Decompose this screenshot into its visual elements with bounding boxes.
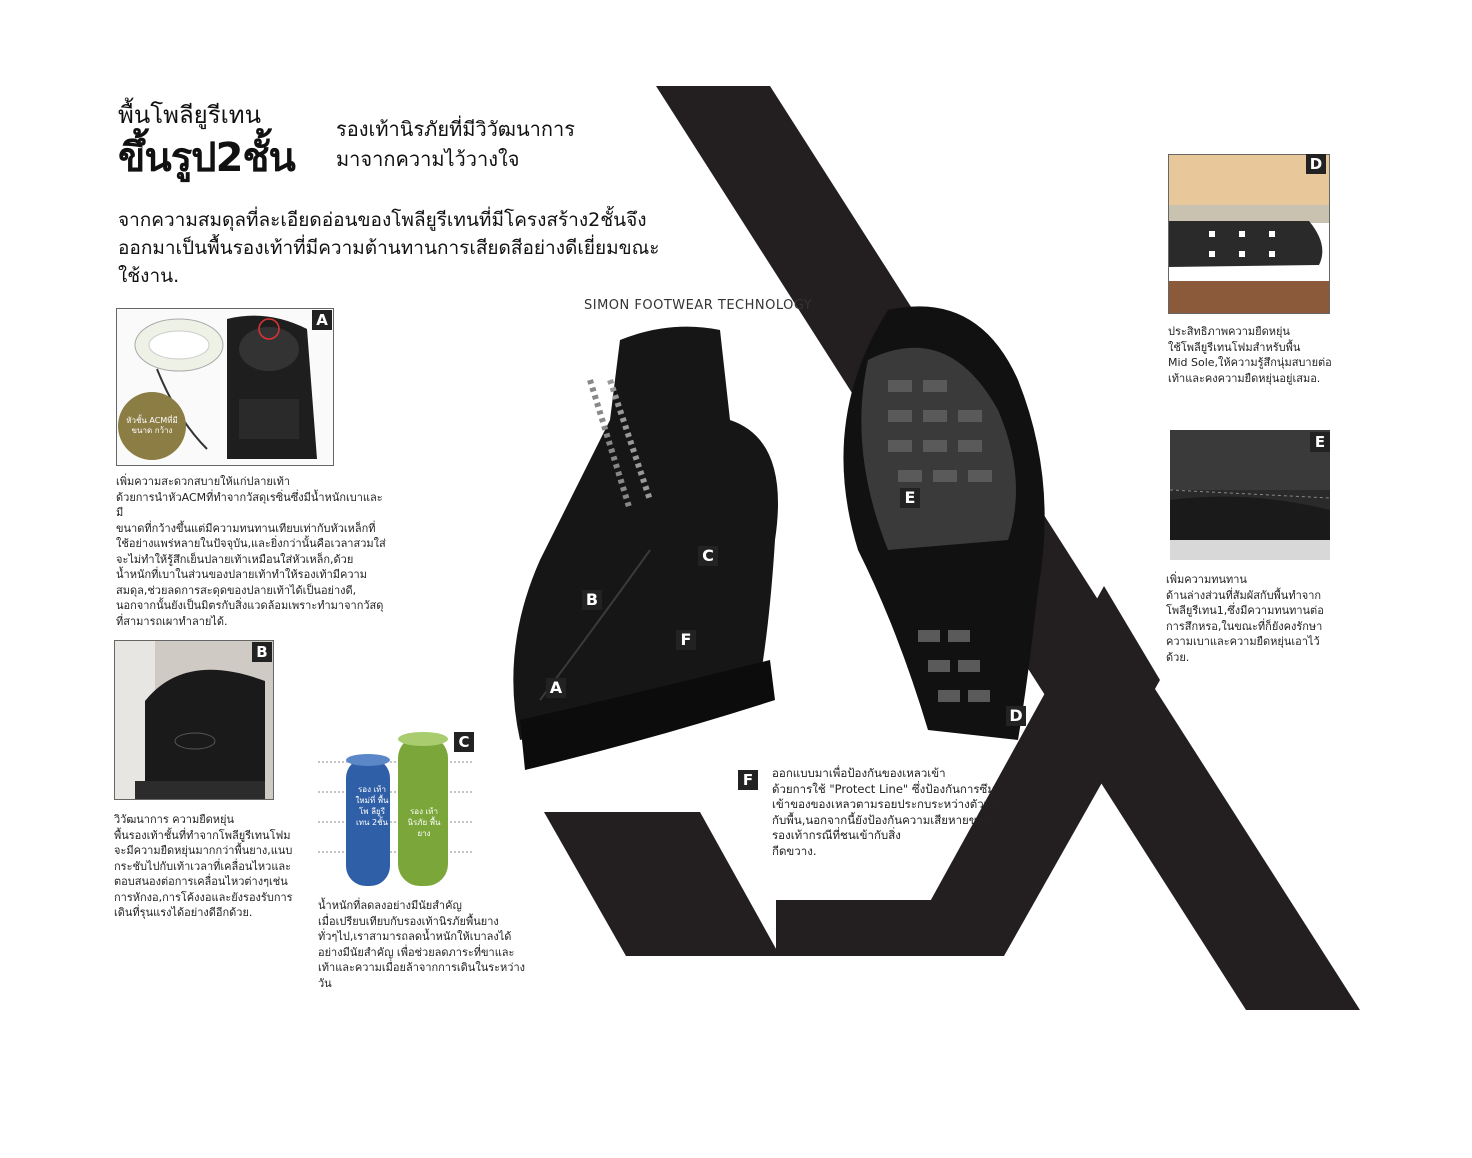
panel-e-caption-line: ความเบาและความยืดหยุ่นเอาไว้ xyxy=(1166,635,1320,648)
panel-d-caption-line: ประสิทธิภาพความยืดหยุ่น xyxy=(1168,325,1290,338)
panel-d-image xyxy=(1168,154,1330,314)
panel-c-caption-line: เมื่อเปรียบเทียบกับรองเท้านิรภัยพื้นยาง xyxy=(318,914,499,928)
panel-f-caption-line: กีดขวาง. xyxy=(772,843,817,858)
panel-b-caption-line: พื้นรองเท้าชั้นที่ทำจากโพลียูรีเทนโฟม xyxy=(114,828,291,842)
panel-e-caption xyxy=(1166,572,1346,665)
panel-b-caption-line: กระชับไปกับเท้าเวลาที่เคลื่อนไหวและ xyxy=(114,859,292,873)
boot-marker-d: D xyxy=(1006,706,1026,726)
panel-e-caption-line: ด้วย. xyxy=(1166,650,1190,664)
panel-a-letter: A xyxy=(312,310,332,330)
boot-marker-e: E xyxy=(900,488,920,508)
panel-a-badge-text: หัวชั้น ACMที่มี ขนาด กว้าง xyxy=(126,416,178,435)
panel-c-caption-line: ทั่วๆไป,เราสามารถลดน้ำหนักให้เบาลงได้ xyxy=(318,930,512,943)
panel-d-letter: D xyxy=(1306,154,1326,174)
weight-comparison-graphic xyxy=(318,730,474,888)
boot-flex-photo xyxy=(115,641,273,799)
panel-f-caption-line: กับพื้น,นอกจากนี้ยังป้องกันความเสียหายของ xyxy=(772,812,990,827)
panel-a-caption-line: น้ำหนักที่เบาในส่วนของปลายเท้าทำให้รองเท้ามีความ xyxy=(116,568,367,581)
panel-a-caption-line: ขนาดที่กว้างขึ้นแต่มีความทนทานเทียบเท่ากับหัวเหล็กที่ xyxy=(116,521,376,535)
intro-line3: ใช้งาน. xyxy=(118,265,180,287)
panel-a-caption-line: สมดุล,ช่วยลดการสะดุดของปลายเท้าได้เป็นอย่างดี, xyxy=(116,583,357,597)
panel-b-image xyxy=(114,640,274,800)
panel-b-letter: B xyxy=(252,642,272,662)
panel-a-caption xyxy=(116,474,386,629)
subtitle xyxy=(336,114,636,174)
heading-line1: พื้นโพลียูรีเทน xyxy=(118,101,262,129)
panel-b-caption-line: การหักงอ,การโค้งงอและยังรองรับการ xyxy=(114,890,293,904)
intro-line2: ออกมาเป็นพื้นรองเท้าที่มีความต้านทานการเสียดสีอย่างดีเยี่ยมขณะ xyxy=(118,237,660,259)
panel-a-badge xyxy=(118,392,186,460)
panel-d-caption xyxy=(1168,324,1368,386)
boot-marker-c: C xyxy=(698,546,718,566)
panel-b-caption-line: ตอบสนองต่อการเคลื่อนไหวต่างๆเช่น xyxy=(114,875,288,888)
panel-c-bar-green-label: รอง เท้า นิรภัย พื้น ยาง xyxy=(407,807,441,838)
panel-b-caption xyxy=(114,812,294,921)
boot-front-illustration xyxy=(500,320,800,780)
panel-f-caption xyxy=(772,766,1032,859)
panel-a-caption-line: ใช้อย่างแพร่หลายในปัจจุบัน,และยิ่งกว่านั้นคือเวลาสวมใส่ xyxy=(116,537,386,550)
midsole-cross-section xyxy=(1169,155,1329,313)
panel-c-caption xyxy=(318,898,538,991)
panel-c-bar-blue-label: รอง เท้า ใหม่ที่ พื้นโพ ลียูรี เทน 2ชั้น xyxy=(355,785,389,827)
panel-e-caption-line: โพลียูรีเทน1,ซึ่งมีความทนทานต่อ xyxy=(1166,604,1324,617)
panel-a-caption-line: จะไม่ทำให้รู้สึกเย็นปลายเท้าเหมือนใส่หัวเหล็ก,ด้วย xyxy=(116,552,354,566)
panel-c-caption-line: เท้าและความเมื่อยล้าจากการเดินในระหว่าง xyxy=(318,961,526,974)
panel-c-caption-line: น้ำหนักที่ลดลงอย่างมีนัยสำคัญ xyxy=(318,899,462,912)
panel-b-caption-line: จะมีความยืดหยุ่นมากกว่าพื้นยาง,แนบ xyxy=(114,844,293,857)
panel-a-caption-line: เพิ่มความสะดวกสบายให้แก่ปลายเท้า xyxy=(116,475,291,488)
panel-c-caption-line: วัน xyxy=(318,976,332,990)
boot-marker-f: F xyxy=(676,630,696,650)
panel-c-chart xyxy=(318,730,474,888)
subtitle-line2: มาจากความไว้วางใจ xyxy=(336,147,520,171)
brand-tagline: SIMON FOOTWEAR TECHNOLOGY xyxy=(584,298,813,313)
subtitle-line1: รองเท้านิรภัยที่มีวิวัฒนาการ xyxy=(336,117,575,141)
panel-a-caption-line: นอกจากนั้นยังเป็นมิตรกับสิ่งแวดล้อมเพราะทำมาจากวัสดุ xyxy=(116,599,384,612)
outsole-closeup xyxy=(1170,430,1330,560)
boot-marker-b: B xyxy=(582,590,602,610)
panel-f-caption-line: เข้าของของเหลวตามรอยประกบระหว่างตัวหนัง xyxy=(772,797,1005,811)
panel-a-caption-line: ที่สามารถเผาทำลายได้. xyxy=(116,614,228,628)
boot-sole-illustration xyxy=(828,300,1068,750)
panel-c-caption-line: อย่างมีนัยสำคัญ เพื่อช่วยลดภาระที่ขาและ xyxy=(318,945,515,959)
boot-marker-a: A xyxy=(546,678,566,698)
panel-d-caption-line: เท้าและคงความยืดหยุ่นอยู่เสมอ. xyxy=(1168,371,1321,385)
panel-f-letter: F xyxy=(738,770,758,790)
panel-f-caption-line: รองเท้ากรณีที่ชนเข้ากับสิ่ง xyxy=(772,828,901,842)
panel-d-caption-line: Mid Sole,ให้ความรู้สึกนุ่มสบายต่อ xyxy=(1168,356,1332,369)
intro-line1: จากความสมดุลที่ละเอียดอ่อนของโพลียูรีเทนที่มีโครงสร้าง2ชั้นจึง xyxy=(118,209,647,231)
panel-e-caption-line: การสึกหรอ,ในขณะที่ก็ยังคงรักษา xyxy=(1166,619,1323,633)
panel-e-caption-line: ด้านล่างส่วนที่สัมผัสกับพื้นทำจาก xyxy=(1166,588,1322,602)
panel-e-caption-line: เพิ่มความทนทาน xyxy=(1166,573,1247,586)
intro-paragraph xyxy=(118,206,678,290)
panel-c-letter: C xyxy=(454,732,474,752)
panel-f-caption-line: ออกแบบมาเพื่อป้องกันของเหลวเข้า xyxy=(772,766,946,780)
panel-f-caption-line: ด้วยการใช้ "Protect Line" ซึ่งป้องกันการซึม xyxy=(772,781,995,796)
panel-e-letter: E xyxy=(1310,432,1330,452)
panel-d-caption-line: ใช้โพลียูรีเทนโฟมสำหรับพื้น xyxy=(1168,340,1301,354)
panel-b-caption-line: เดินที่รุนแรงได้อย่างดีอีกด้วย. xyxy=(114,906,253,919)
heading-line2: ขึ้นรูป2ชั้น xyxy=(118,135,295,181)
panel-b-caption-line: วิวัฒนาการ ความยืดหยุ่น xyxy=(114,813,234,826)
panel-a-caption-line: ด้วยการนำหัวACMที่ทำจากวัสดุเรซิ่นซึ่งมีน้ำหนักเบาและมี xyxy=(116,490,383,519)
panel-e-image xyxy=(1170,430,1330,560)
